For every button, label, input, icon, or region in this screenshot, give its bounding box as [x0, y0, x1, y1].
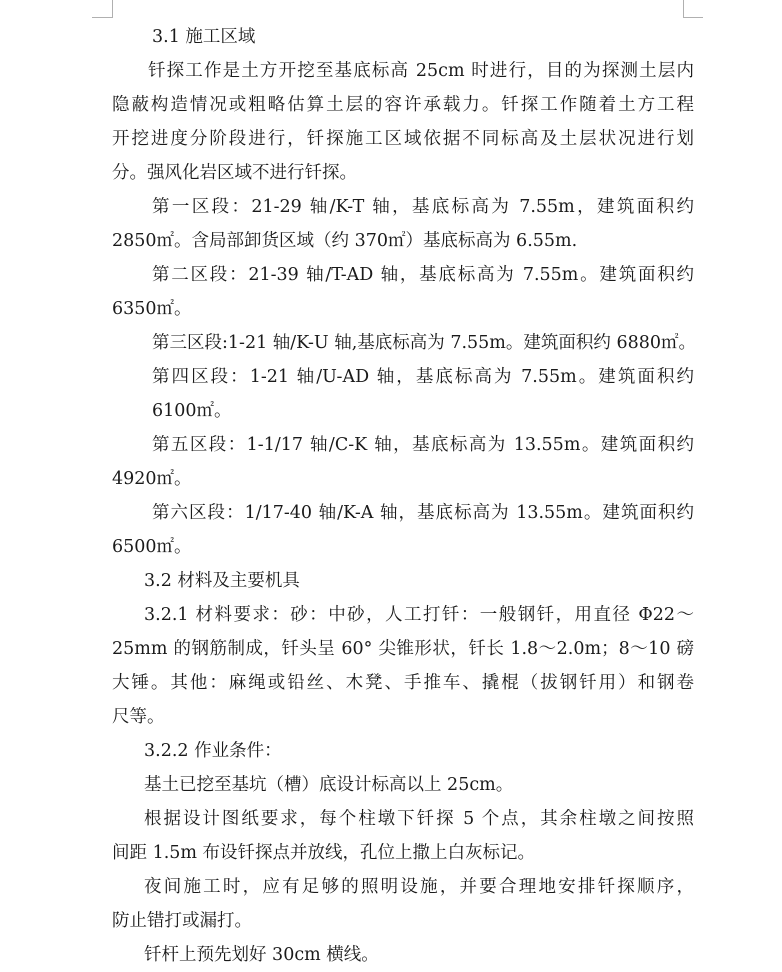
paragraph-line: 尺等。: [112, 707, 165, 727]
zone-line: 第六区段：1/17-40 轴/K-A 轴，基底标高为 13.55m。建筑面积约: [152, 503, 694, 523]
paragraph-line: 开挖进度分阶段进行，钎探施工区域依据不同标高及土层状况进行划: [112, 129, 694, 149]
zone-line: 2850㎡。含局部卸货区域（约 370㎡）基底标高为 6.55m.: [112, 231, 578, 251]
zone-line: 第四区段：1-21 轴/U-AD 轴，基底标高为 7.55m。建筑面积约: [152, 367, 694, 387]
condition-line: 防止错打或漏打。: [112, 911, 252, 931]
zone-line: 第一区段：21-29 轴/K-T 轴，基底标高为 7.55m，建筑面积约: [152, 197, 694, 217]
zone-line: 6500㎡。: [112, 537, 192, 557]
condition-line: 夜间施工时，应有足够的照明设施，并要合理地安排钎探顺序，: [144, 877, 694, 897]
zone-line: 4920㎡。: [112, 469, 192, 489]
section-heading-3-2: 3.2 材料及主要机具: [144, 571, 300, 591]
zone-line: 第二区段：21-39 轴/T-AD 轴，基底标高为 7.55m。建筑面积约: [152, 265, 694, 285]
zone-line: 6350㎡。: [112, 299, 192, 319]
condition-line: 根据设计图纸要求，每个柱墩下钎探 5 个点，其余柱墩之间按照: [144, 809, 694, 829]
condition-line: 间距 1.5m 布设钎探点并放线，孔位上撒上白灰标记。: [112, 843, 536, 863]
subsection-heading-3-2-2: 3.2.2 作业条件：: [144, 741, 282, 761]
zone-line: 第五区段：1-1/17 轴/C-K 轴，基底标高为 13.55m。建筑面积约: [152, 435, 694, 455]
paragraph-line: 3.2.1 材料要求：砂：中砂，人工打钎：一般钢钎，用直径 Φ22～: [144, 605, 694, 625]
paragraph-line: 隐蔽构造情况或粗略估算土层的容许承载力。钎探工作随着土方工程: [112, 95, 694, 115]
condition-line: 钎杆上预先划好 30cm 横线。: [144, 945, 379, 965]
crop-mark-top-right-h: [683, 17, 703, 18]
document-body[interactable]: [112, 20, 694, 972]
crop-mark-top-left-v: [112, 0, 113, 18]
crop-mark-top-left-h: [92, 17, 112, 18]
section-heading-3-1: 3.1 施工区域: [152, 27, 256, 47]
paragraph-line: 钎探工作是土方开挖至基底标高 25cm 时进行，目的为探测土层内: [148, 61, 694, 81]
paragraph-line: 分。强风化岩区域不进行钎探。: [112, 163, 357, 183]
paragraph-line: 大锤。其他：麻绳或铅丝、木凳、手推车、撬棍（拔钢钎用）和钢卷: [112, 673, 694, 693]
condition-line: 基土已挖至基坑（槽）底设计标高以上 25cm。: [144, 775, 514, 795]
zone-line: 6100㎡。: [152, 401, 232, 421]
crop-mark-top-right-v: [683, 0, 684, 18]
zone-line: 第三区段:1-21 轴/K-U 轴,基底标高为 7.55m。建筑面积约 6880㎡。: [152, 333, 696, 353]
paragraph-line: 25mm 的钢筋制成，钎头呈 60° 尖锥形状，钎长 1.8～2.0m；8～10 磅: [112, 639, 694, 659]
